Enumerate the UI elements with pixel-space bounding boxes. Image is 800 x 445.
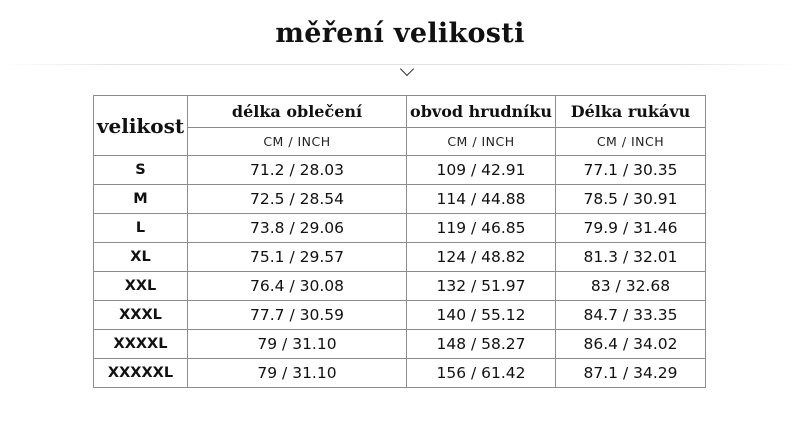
sleeve-cell: 83 / 32.68 xyxy=(556,272,706,301)
sleeve-cell: 78.5 / 30.91 xyxy=(556,185,706,214)
sleeve-cell: 79.9 / 31.46 xyxy=(556,214,706,243)
table-row xyxy=(94,214,706,243)
table-row xyxy=(94,243,706,272)
header-sleeve: Délka rukávu xyxy=(556,96,706,128)
chest-cell: 109 / 42.91 xyxy=(407,156,556,185)
size-table xyxy=(93,95,706,388)
size-cell: XL xyxy=(94,243,188,272)
table-header-row xyxy=(94,96,706,128)
chest-cell: 140 / 55.12 xyxy=(407,301,556,330)
sleeve-cell: 86.4 / 34.02 xyxy=(556,330,706,359)
table-row xyxy=(94,156,706,185)
table-row xyxy=(94,330,706,359)
length-cell: 72.5 / 28.54 xyxy=(188,185,407,214)
unit-label: CM / INCH xyxy=(407,128,556,156)
page-title: měření velikosti xyxy=(275,18,525,49)
length-cell: 71.2 / 28.03 xyxy=(188,156,407,185)
header-size: velikost xyxy=(94,96,188,156)
chest-cell: 156 / 61.42 xyxy=(407,359,556,388)
size-cell: XXL xyxy=(94,272,188,301)
table-row xyxy=(94,359,706,388)
divider xyxy=(0,64,800,65)
sleeve-cell: 81.3 / 32.01 xyxy=(556,243,706,272)
header-chest: obvod hrudníku xyxy=(407,96,556,128)
chest-cell: 124 / 48.82 xyxy=(407,243,556,272)
size-cell: XXXXL xyxy=(94,330,188,359)
table-row xyxy=(94,272,706,301)
size-cell: M xyxy=(94,185,188,214)
length-cell: 73.8 / 29.06 xyxy=(188,214,407,243)
length-cell: 75.1 / 29.57 xyxy=(188,243,407,272)
header-length: délka oblečení xyxy=(188,96,407,128)
table-row xyxy=(94,185,706,214)
length-cell: 79 / 31.10 xyxy=(188,330,407,359)
chest-cell: 119 / 46.85 xyxy=(407,214,556,243)
chest-cell: 132 / 51.97 xyxy=(407,272,556,301)
table-row xyxy=(94,301,706,330)
sleeve-cell: 87.1 / 34.29 xyxy=(556,359,706,388)
unit-label: CM / INCH xyxy=(556,128,706,156)
chest-cell: 148 / 58.27 xyxy=(407,330,556,359)
length-cell: 77.7 / 30.59 xyxy=(188,301,407,330)
size-cell: L xyxy=(94,214,188,243)
sleeve-cell: 84.7 / 33.35 xyxy=(556,301,706,330)
unit-label: CM / INCH xyxy=(188,128,407,156)
chest-cell: 114 / 44.88 xyxy=(407,185,556,214)
size-cell: S xyxy=(94,156,188,185)
length-cell: 79 / 31.10 xyxy=(188,359,407,388)
length-cell: 76.4 / 30.08 xyxy=(188,272,407,301)
size-cell: XXXXXL xyxy=(94,359,188,388)
size-cell: XXXL xyxy=(94,301,188,330)
sleeve-cell: 77.1 / 30.35 xyxy=(556,156,706,185)
